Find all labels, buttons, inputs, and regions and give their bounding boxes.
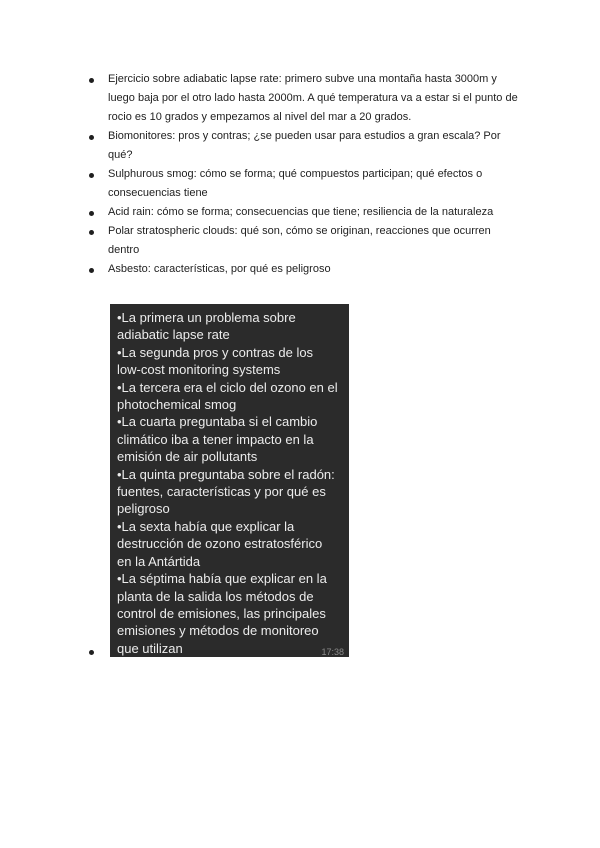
chat-line: climático iba a tener impacto en la (117, 431, 314, 447)
bullet-dot-icon (89, 230, 94, 235)
chat-line: •La séptima había que explicar en la (117, 571, 327, 587)
chat-line: emisiones y métodos de monitoreo (117, 623, 319, 639)
chat-line: photochemical smog (117, 397, 237, 413)
chat-line: low-cost monitoring systems (117, 362, 281, 378)
bullet-dot-icon (89, 268, 94, 273)
chat-line: •La primera un problema sobre (117, 310, 296, 325)
chat-line: •La sexta había que explicar la (117, 518, 295, 534)
list-item (89, 70, 519, 127)
bullet-text: Ejercicio sobre adiabatic lapse rate: primero subve una montaña hasta 3000m y luego baja por el otro lado hasta 2000m. A qué temperatura va a estar si el punto de rocio es 10 grados y empezamos al nivel del mar a 20 grados. (108, 73, 518, 123)
list-item (89, 222, 519, 260)
bullet-dot-icon (89, 78, 94, 83)
chat-line: •La cuarta preguntaba si el cambio (117, 414, 318, 430)
chat-line: destrucción de ozono estratosférico (117, 536, 323, 552)
empty-bullet-dot-icon (89, 650, 94, 655)
embedded-chat-screenshot (110, 304, 349, 657)
bullet-dot-icon (89, 135, 94, 140)
bullet-text: Polar stratospheric clouds: qué son, cómo se originan, reacciones que ocurren dentro (108, 225, 491, 256)
chat-line: emisión de air pollutants (117, 449, 258, 465)
chat-line: fuentes, características y por qué es (117, 484, 326, 500)
bullet-list (89, 70, 519, 279)
list-item (89, 165, 519, 203)
chat-line: •La quinta preguntaba sobre el radón: (117, 466, 335, 482)
bullet-dot-icon (89, 173, 94, 178)
bullet-text: Acid rain: cómo se forma; consecuencias que tiene; resiliencia de la naturaleza (108, 206, 494, 218)
message-timestamp: 17:38 (321, 647, 344, 657)
chat-line: •La tercera era el ciclo del ozono en el (117, 379, 338, 395)
chat-line: que utilizan (117, 640, 183, 656)
chat-line: control de emisiones, las principales (117, 605, 326, 621)
chat-line: •La segunda pros y contras de los (117, 344, 314, 360)
chat-line: en la Antártida (117, 553, 201, 569)
list-item (89, 260, 519, 279)
chat-line: planta de la salida los métodos de (117, 588, 314, 604)
bullet-dot-icon (89, 211, 94, 216)
list-item (89, 203, 519, 222)
chat-line: peligroso (117, 501, 170, 517)
bullet-text: Asbesto: características, por qué es peligroso (108, 263, 331, 275)
list-item (89, 127, 519, 165)
bullet-text: Sulphurous smog: cómo se forma; qué compuestos participan; qué efectos o consecuencias tiene (108, 168, 483, 199)
chat-line: adiabatic lapse rate (117, 327, 230, 343)
bullet-text: Biomonitores: pros y contras; ¿se pueden usar para estudios a gran escala? Por qué? (108, 130, 501, 161)
